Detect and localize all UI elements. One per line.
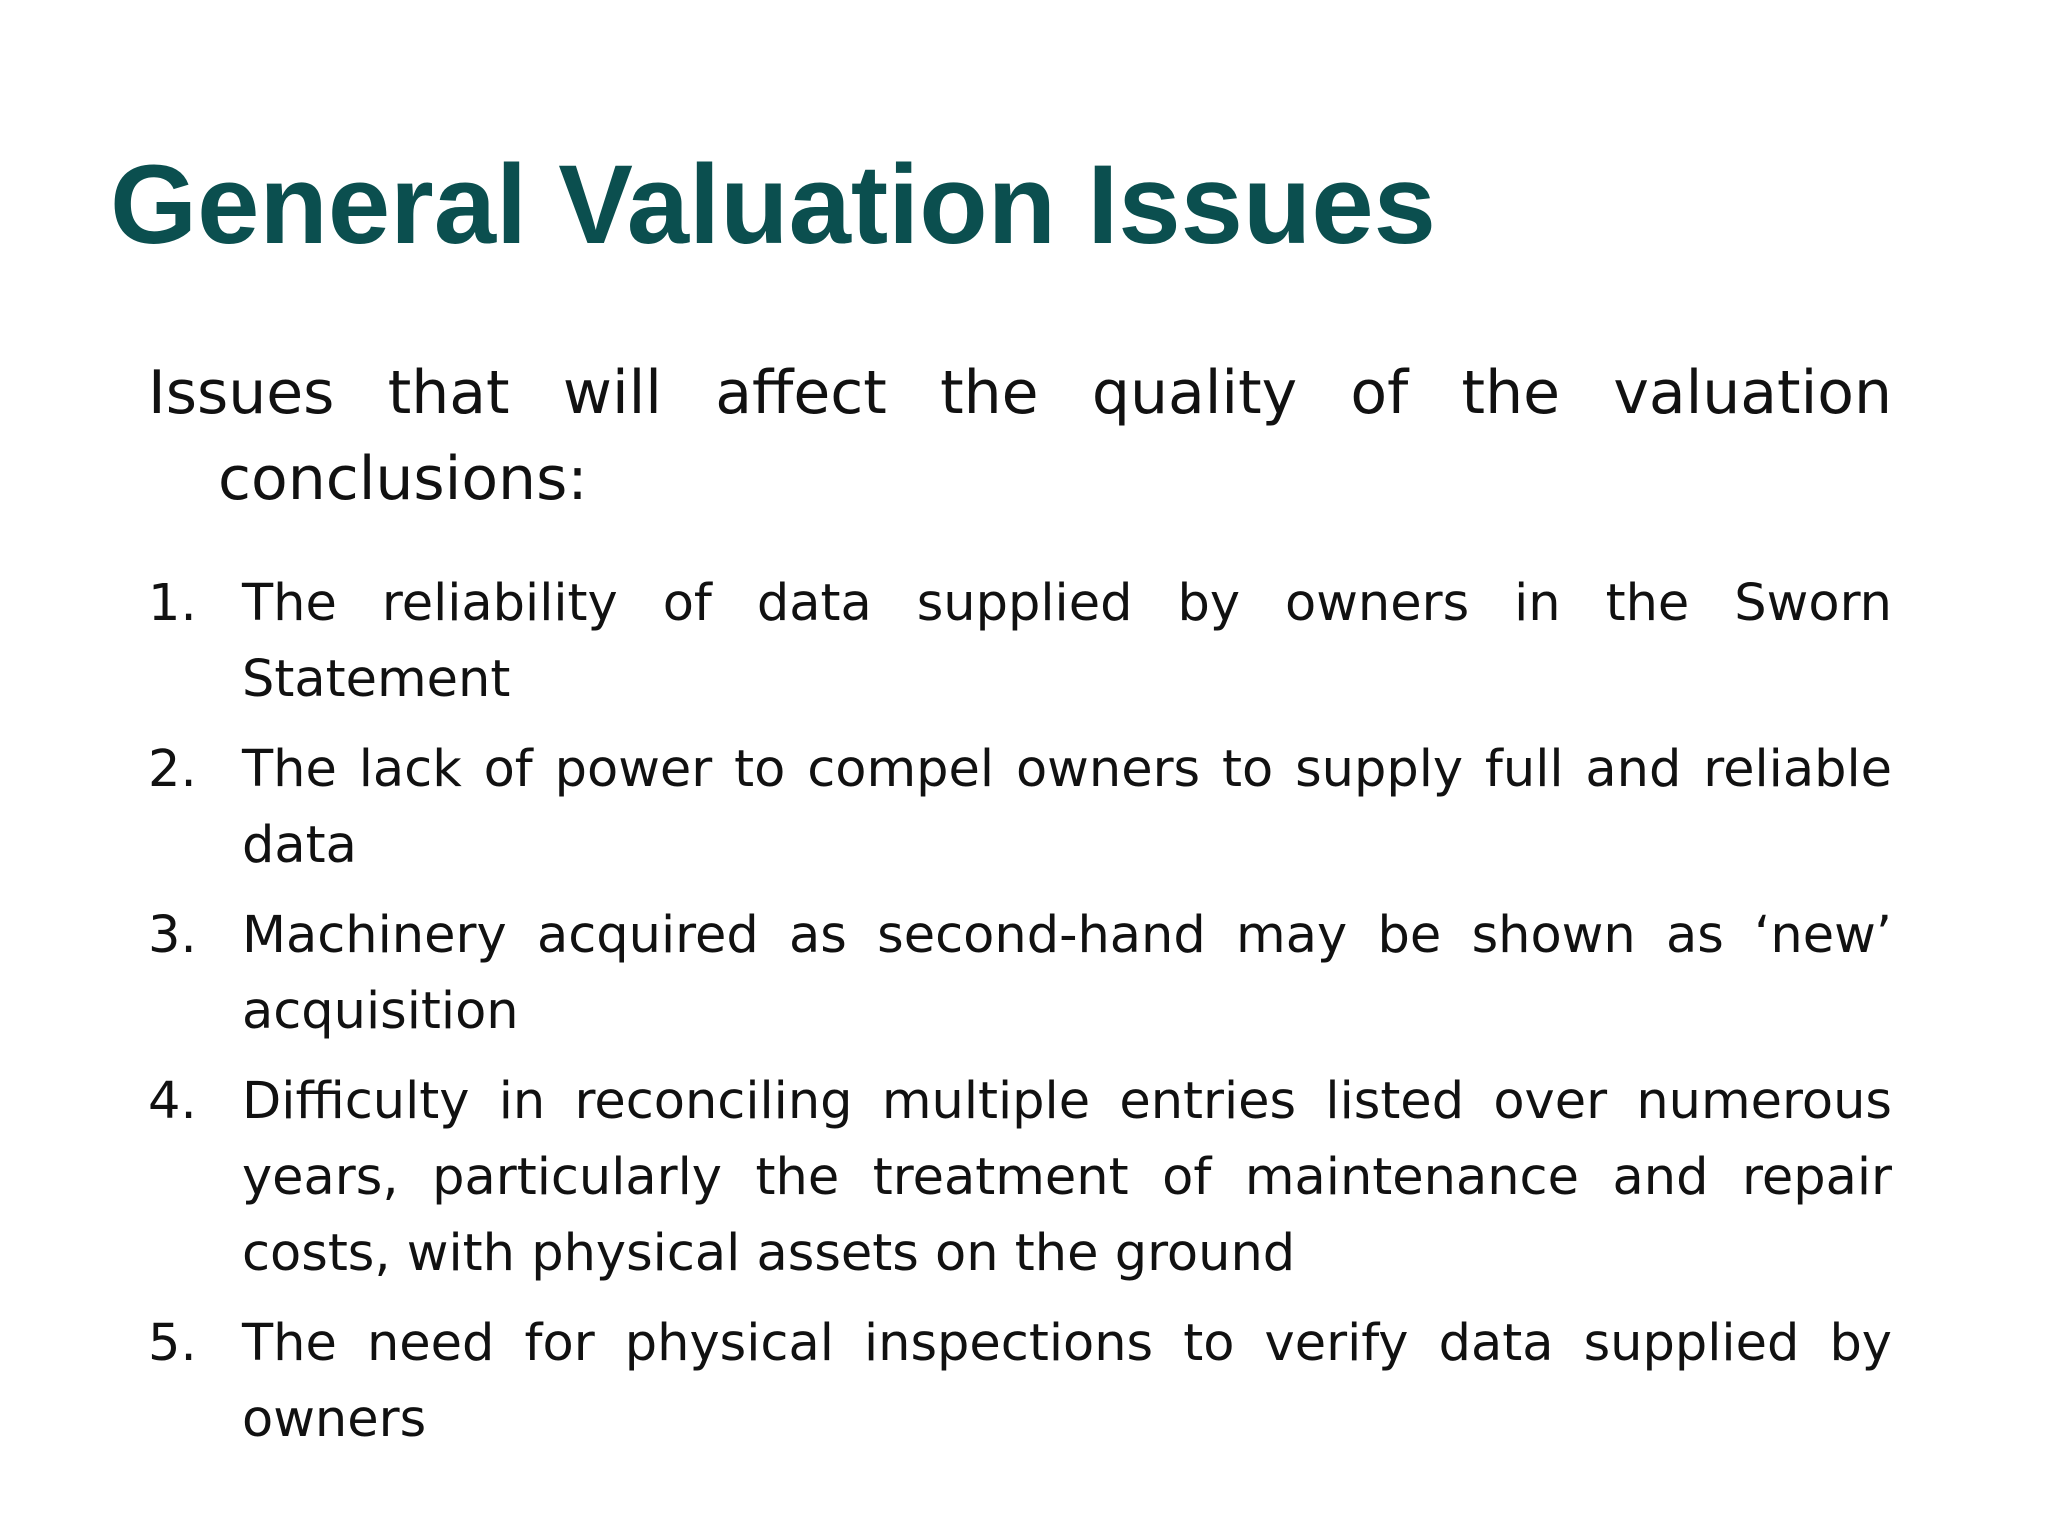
list-item-number: 5. <box>148 1314 197 1373</box>
list-item-text: Machinery acquired as second-hand may be shown as ‘new’ acquisition <box>242 906 1892 1041</box>
list-item <box>148 566 1892 718</box>
list-item-number: 2. <box>148 740 197 799</box>
list-item-text: The reliability of data supplied by owners in the Sworn Statement <box>242 574 1892 709</box>
list-item-text: The need for physical inspections to verify data supplied by owners <box>242 1314 1892 1449</box>
intro-text: Issues that will affect the quality of the valuation conclusions: <box>148 358 1892 514</box>
list-item <box>148 732 1892 884</box>
list-item <box>148 1064 1892 1292</box>
issues-list <box>148 566 1892 1458</box>
list-item <box>148 898 1892 1050</box>
slide-title: General Valuation Issues <box>110 142 1436 267</box>
list-item-number: 1. <box>148 574 197 633</box>
list-item-number: 3. <box>148 906 197 965</box>
slide-body <box>148 350 1892 1472</box>
list-item-text: Difficulty in reconciling multiple entries listed over numerous years, particularly the treatment of maintenance and repair costs, with physical assets on the ground <box>242 1072 1892 1283</box>
list-item-text: The lack of power to compel owners to supply full and reliable data <box>242 740 1892 875</box>
list-item-number: 4. <box>148 1072 197 1131</box>
list-item <box>148 1306 1892 1458</box>
